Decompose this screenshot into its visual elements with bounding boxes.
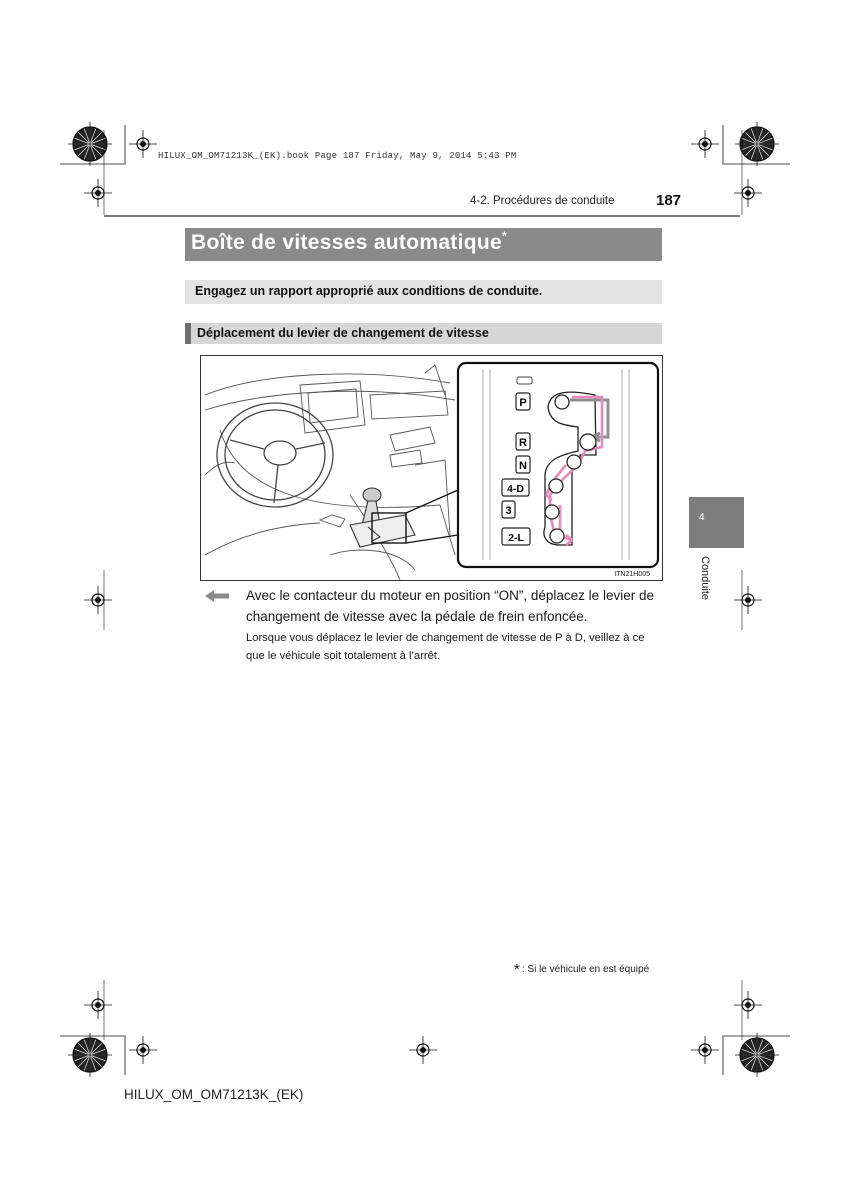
subheading-text: Déplacement du levier de changement de vitesse	[197, 326, 489, 340]
title-asterisk: *	[501, 229, 507, 243]
intro-text: Engagez un rapport approprié aux conditions de conduite.	[195, 284, 543, 298]
shift-lever-illustration	[200, 355, 663, 581]
page-title-text: Boîte de vitesses automatique	[191, 231, 502, 254]
svg-text:2-L: 2-L	[508, 532, 524, 544]
gear-label-p	[516, 393, 530, 410]
subheading-accent	[185, 323, 191, 344]
title-bar	[185, 228, 662, 261]
footnote	[514, 961, 649, 978]
instruction-note: Lorsque vous déplacez le levier de changement de vitesse de P à D, veillez à ce que le véhicule soit totalement à l’arrêt.	[246, 632, 645, 662]
gear-label-r	[516, 433, 530, 450]
figure-code: ITN21H005	[614, 571, 650, 578]
section-header: 4-2. Procédures de conduite	[470, 195, 615, 207]
gear-label-4d	[502, 479, 529, 496]
footer-code: HILUX_OM_OM71213K_(EK)	[124, 1087, 304, 1102]
chapter-tab	[689, 497, 744, 548]
page-title	[191, 231, 507, 255]
chapter-number: 4	[699, 512, 705, 523]
print-info: HILUX_OM_OM71213K_(EK).book Page 187 Friday, May 9, 2014 5:43 PM	[158, 151, 517, 161]
footnote-mark: *	[514, 961, 520, 978]
subheading-bar	[185, 323, 662, 344]
step-arrow-icon	[205, 590, 229, 602]
gear-label-n	[516, 456, 530, 473]
header-rule	[104, 215, 740, 217]
gear-label-3	[502, 501, 515, 518]
page-number: 187	[656, 192, 682, 209]
svg-text:R: R	[519, 437, 527, 449]
gear-label-2l	[502, 528, 530, 545]
intro-box	[185, 280, 662, 304]
svg-text:3: 3	[505, 505, 512, 517]
svg-text:P: P	[519, 397, 527, 409]
chapter-label: Conduite	[699, 556, 711, 601]
svg-text:N: N	[519, 460, 527, 472]
instruction-text: Avec le contacteur du moteur en position “ON”, déplacez le levier de changement de vitesse avec la pédale de frein enfoncée.	[246, 588, 654, 624]
svg-text:4-D: 4-D	[507, 483, 524, 495]
footnote-text: : Si le véhicule en est équipé	[521, 964, 650, 975]
